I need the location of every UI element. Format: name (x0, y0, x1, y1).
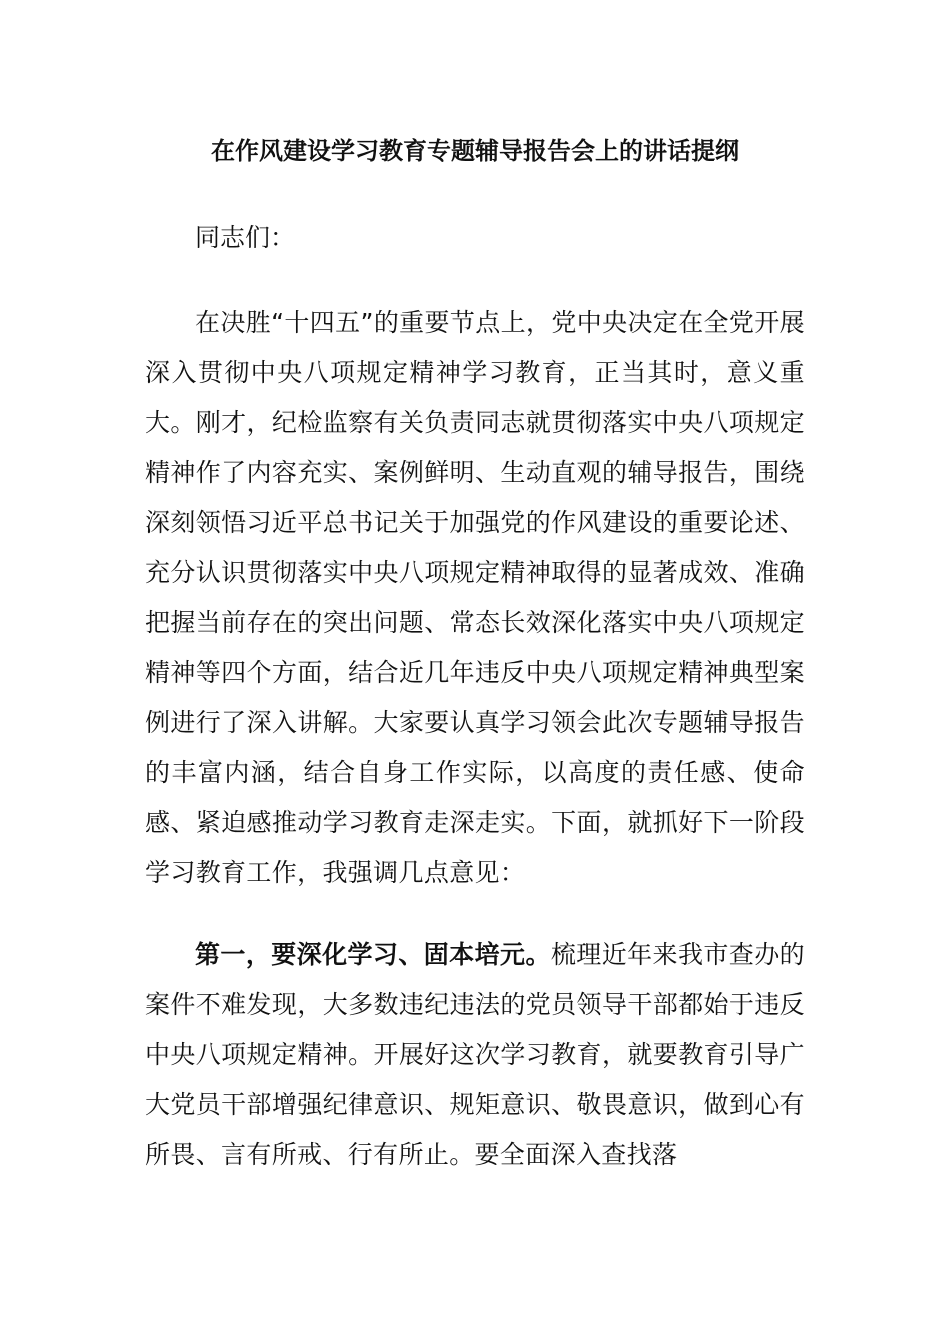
salutation: 同志们： (195, 223, 296, 252)
document-title: 在作风建设学习教育专题辅导报告会上的讲话提纲 (211, 137, 739, 165)
paragraph-first-point (145, 930, 805, 1180)
paragraph-lead-heading: 第一，要深化学习、固本培元。 (195, 940, 551, 969)
paragraph-intro: 在决胜“十四五”的重要节点上，党中央决定在全党开展深入贯彻中央八项规定精神学习教育，正当其时，意义重大。刚才，纪检监察有关负责同志就贯彻落实中央八项规定精神作了内容充实、案例鲜明、生动直观的辅导报告，围绕深刻领悟习近平总书记关于加强党的作风建设的重要论述、充分认识贯彻落实中央八项规定精神取得的显著成效、准确把握当前存在的突出问题、常态长效深化落实中央八项规定精神等四个方面，结合近几年违反中央八项规定精神典型案例进行了深入讲解。大家要认真学习领会此次专题辅导报告的丰富内涵，结合自身工作实际，以高度的责任感、使命感、紧迫感推动学习教育走深走实。下面，就抓好下一阶段学习教育工作，我强调几点意见： (145, 308, 805, 887)
paragraph-body-text: 梳理近年来我市查办的案件不难发现，大多数违纪违法的党员领导干部都始于违反中央八项规定精神。开展好这次学习教育，就要教育引导广大党员干部增强纪律意识、规矩意识、敬畏意识，做到心有所畏、言有所戒、行有所止。要全面深入查找落 (145, 940, 805, 1169)
